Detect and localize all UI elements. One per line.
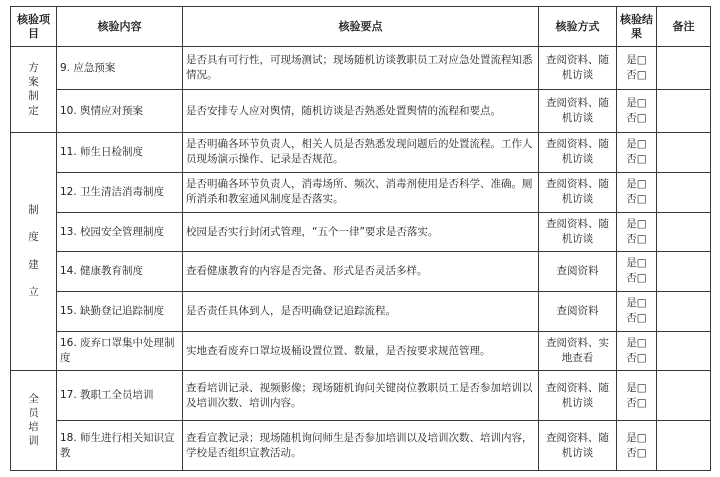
row-points: 实地查看废弃口罩垃圾桶设置位置、数量，是否按要求规范管理。 — [183, 331, 539, 370]
row-method: 查阅资料、随机访谈 — [539, 47, 617, 89]
row-method: 查阅资料、随机访谈 — [539, 371, 617, 421]
result-yes-checkbox[interactable]: 是□ — [626, 178, 647, 191]
row-note[interactable] — [657, 89, 711, 133]
table-row — [11, 291, 711, 331]
header-content: 核验内容 — [57, 7, 183, 47]
row-note[interactable] — [657, 252, 711, 291]
result-no-checkbox[interactable]: 否□ — [626, 446, 647, 459]
row-content: 13. 校园安全管理制度 — [57, 212, 183, 251]
row-content: 11. 师生日检制度 — [57, 133, 183, 172]
result-yes-checkbox[interactable]: 是□ — [626, 138, 647, 151]
row-result[interactable] — [617, 212, 657, 251]
row-note[interactable] — [657, 291, 711, 331]
row-points: 查看健康教育的内容是否完备、形式是否灵活多样。 — [183, 252, 539, 291]
row-result[interactable] — [617, 331, 657, 370]
row-result[interactable] — [617, 421, 657, 471]
row-result[interactable] — [617, 252, 657, 291]
row-result[interactable] — [617, 133, 657, 172]
row-note[interactable] — [657, 47, 711, 89]
table-row — [11, 47, 711, 89]
row-points: 是否具有可行性，可现场测试；现场随机访谈教职员工对应急处置流程知悉情况。 — [183, 47, 539, 89]
header-note: 备注 — [657, 7, 711, 47]
row-result[interactable] — [617, 291, 657, 331]
row-note[interactable] — [657, 212, 711, 251]
group-training: 全员培训 — [11, 371, 57, 471]
row-points: 查看宣教记录；现场随机询问师生是否参加培训以及培训次数、培训内容，学校是否组织宣教活动。 — [183, 421, 539, 471]
table-row — [11, 252, 711, 291]
result-no-checkbox[interactable]: 否□ — [626, 272, 647, 285]
result-yes-checkbox[interactable]: 是□ — [626, 381, 647, 394]
row-note[interactable] — [657, 371, 711, 421]
table-row — [11, 371, 711, 421]
row-result[interactable] — [617, 47, 657, 89]
header-project: 核验项目 — [11, 7, 57, 47]
row-points: 校园是否实行封闭式管理，“五个一律”要求是否落实。 — [183, 212, 539, 251]
header-method: 核验方式 — [539, 7, 617, 47]
result-yes-checkbox[interactable]: 是□ — [626, 54, 647, 67]
row-points: 是否安排专人应对舆情，随机访谈是否熟悉处置舆情的流程和要点。 — [183, 89, 539, 133]
row-content: 18. 师生进行相关知识宣教 — [57, 421, 183, 471]
row-content: 12. 卫生清洁消毒制度 — [57, 172, 183, 212]
table-row — [11, 172, 711, 212]
result-yes-checkbox[interactable]: 是□ — [626, 431, 647, 444]
row-content: 10. 舆情应对预案 — [57, 89, 183, 133]
table-row — [11, 331, 711, 370]
row-content: 9. 应急预案 — [57, 47, 183, 89]
result-yes-checkbox[interactable]: 是□ — [626, 297, 647, 310]
result-yes-checkbox[interactable]: 是□ — [626, 218, 647, 231]
table-row — [11, 421, 711, 471]
row-result[interactable] — [617, 172, 657, 212]
row-method: 查阅资料、实地查看 — [539, 331, 617, 370]
table-header-row — [11, 7, 711, 47]
row-content: 16. 废弃口罩集中处理制度 — [57, 331, 183, 370]
row-method: 查阅资料、随机访谈 — [539, 89, 617, 133]
row-note[interactable] — [657, 133, 711, 172]
row-result[interactable] — [617, 89, 657, 133]
result-no-checkbox[interactable]: 否□ — [626, 112, 647, 125]
result-no-checkbox[interactable]: 否□ — [626, 153, 647, 166]
result-no-checkbox[interactable]: 否□ — [626, 312, 647, 325]
row-method: 查阅资料、随机访谈 — [539, 212, 617, 251]
row-method: 查阅资料 — [539, 252, 617, 291]
row-method: 查阅资料 — [539, 291, 617, 331]
result-yes-checkbox[interactable]: 是□ — [626, 337, 647, 350]
row-result[interactable] — [617, 371, 657, 421]
header-result: 核验结果 — [617, 7, 657, 47]
row-note[interactable] — [657, 421, 711, 471]
table-row — [11, 212, 711, 251]
row-method: 查阅资料、随机访谈 — [539, 421, 617, 471]
table-row — [11, 133, 711, 172]
row-note[interactable] — [657, 172, 711, 212]
row-points: 是否明确各环节负责人，消毒场所、频次、消毒剂使用是否科学、准确。厕所消杀和教室通风制度是否落实。 — [183, 172, 539, 212]
row-note[interactable] — [657, 331, 711, 370]
result-no-checkbox[interactable]: 否□ — [626, 396, 647, 409]
result-no-checkbox[interactable]: 否□ — [626, 193, 647, 206]
row-method: 查阅资料、随机访谈 — [539, 172, 617, 212]
row-points: 是否明确各环节负责人，相关人员是否熟悉发现问题后的处置流程。工作人员现场演示操作、记录是否规范。 — [183, 133, 539, 172]
row-content: 14. 健康教育制度 — [57, 252, 183, 291]
verification-table — [10, 6, 711, 471]
group-plan: 方案制定 — [11, 47, 57, 133]
group-system: 制度建立 — [11, 133, 57, 371]
row-method: 查阅资料、随机访谈 — [539, 133, 617, 172]
result-no-checkbox[interactable]: 否□ — [626, 69, 647, 82]
row-points: 是否责任具体到人，是否明确登记追踪流程。 — [183, 291, 539, 331]
header-points: 核验要点 — [183, 7, 539, 47]
result-no-checkbox[interactable]: 否□ — [626, 233, 647, 246]
result-yes-checkbox[interactable]: 是□ — [626, 97, 647, 110]
result-yes-checkbox[interactable]: 是□ — [626, 257, 647, 270]
result-no-checkbox[interactable]: 否□ — [626, 352, 647, 365]
row-points: 查看培训记录、视频影像；现场随机询问关键岗位教职员工是否参加培训以及培训次数、培训内容。 — [183, 371, 539, 421]
row-content: 15. 缺勤登记追踪制度 — [57, 291, 183, 331]
table-row — [11, 89, 711, 133]
row-content: 17. 教职工全员培训 — [57, 371, 183, 421]
